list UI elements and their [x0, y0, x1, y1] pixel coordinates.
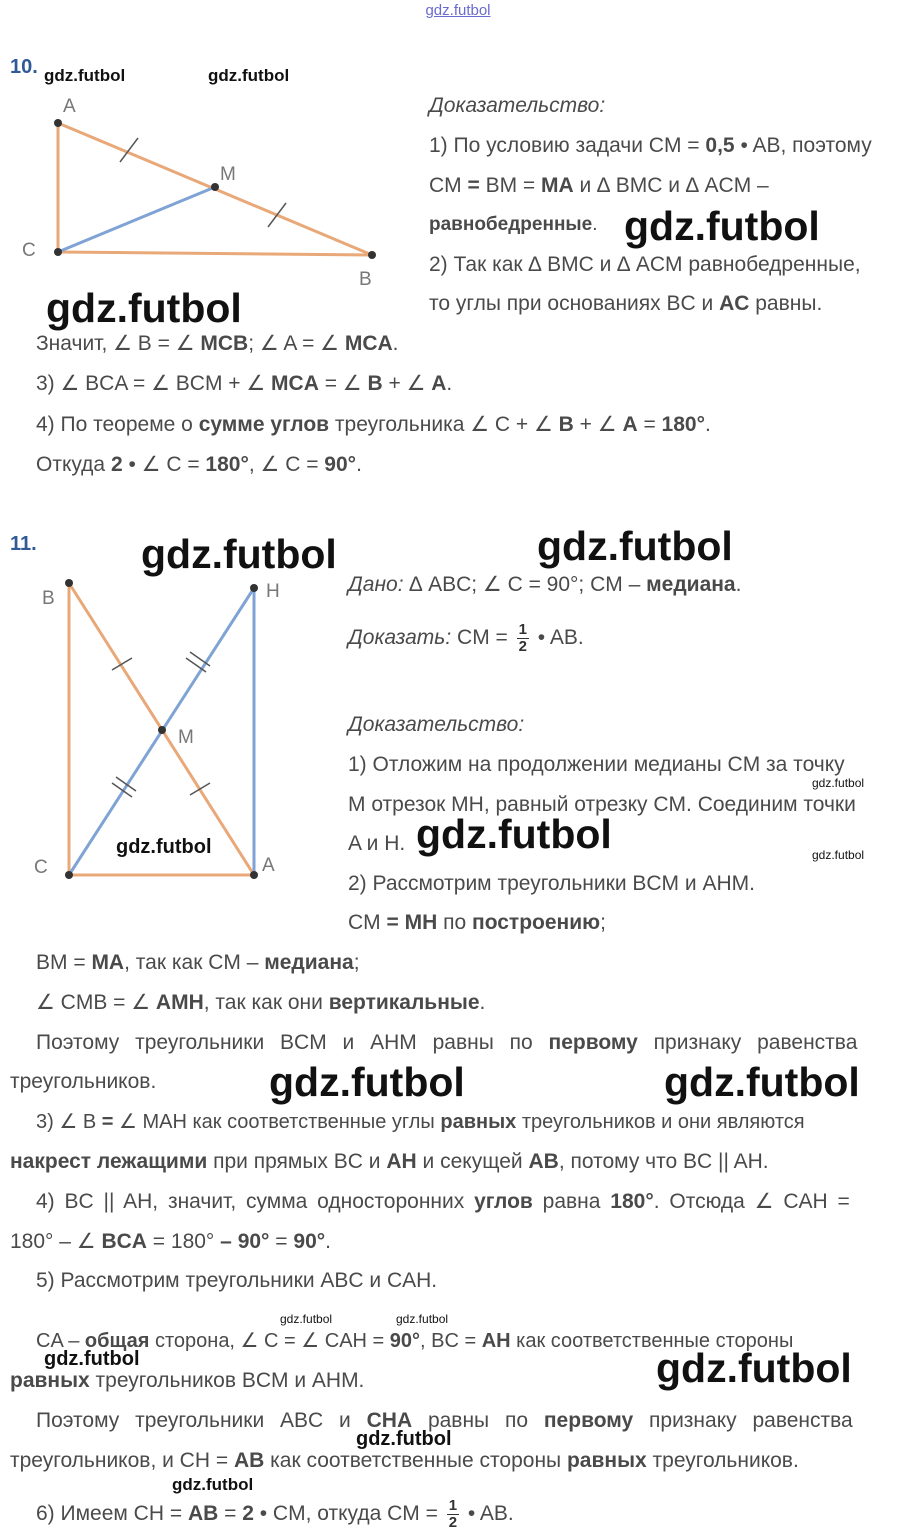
proof-line: 6) Имеем CH = AB = 2 • CM, откуда CM = $\frac{1}{2}$ • AB. — [36, 1497, 514, 1531]
proof-line: 5) Рассмотрим треугольники ABC и CAH. — [36, 1269, 438, 1292]
point-a — [250, 871, 258, 879]
label-m: M — [220, 164, 236, 185]
proof-line: 4) По теореме о сумме углов треугольника ∠ C + ∠ B + ∠ A = 180°. — [36, 413, 711, 436]
watermark: gdz.futbol — [664, 1059, 860, 1105]
proof-line: треугольников, и CH = AB как соответственные стороны равных треугольников. — [10, 1449, 799, 1472]
segment-cb — [58, 252, 372, 255]
fraction-half: $\frac{1}{2}$ — [518, 621, 527, 655]
watermark: gdz.futbol — [208, 66, 290, 85]
watermark: gdz.futbol — [280, 1312, 333, 1326]
watermark-top[interactable]: gdz.futbol — [425, 2, 491, 19]
point-c — [54, 248, 62, 256]
tick-mark — [190, 783, 210, 795]
segment-cm — [58, 187, 215, 252]
watermark: gdz.futbol — [141, 531, 337, 577]
label-b: B — [359, 269, 372, 290]
proof-line: 1) По условию задачи CM = 0,5 • AB, поэтому — [429, 134, 872, 157]
watermark: gdz.futbol — [624, 203, 820, 249]
proof-line: Значит, ∠ B = ∠ MCB; ∠ A = ∠ MCA. — [36, 332, 399, 355]
proof-line: CM = BM = MA и ∆ BMC и ∆ ACM – — [429, 174, 769, 197]
watermark: gdz.futbol — [656, 1345, 852, 1391]
proof-line: 2) Так как ∆ BMC и ∆ ACM равнобедренные, — [429, 253, 861, 276]
watermark: gdz.futbol — [44, 66, 126, 85]
proof-line: CM = MH по построению; — [348, 911, 606, 934]
proof-line: CA – общая сторона, ∠ C = ∠ CAH = 90°, BC = AH как соответственные стороны — [36, 1330, 794, 1352]
proof-line: 4) BC || AH, значит, сумма односторонних углов равна 180°. Отсюда ∠ CAH = — [36, 1190, 850, 1213]
watermark: gdz.futbol — [356, 1428, 452, 1450]
proof-line: ∠ CMB = ∠ AMH, так как они вертикальные. — [36, 991, 486, 1014]
watermark: gdz.futbol — [416, 811, 612, 857]
proof-line: накрест лежащими при прямых BC и AH и секущей AB, потому что BC || AH. — [10, 1150, 769, 1173]
watermark: gdz.futbol — [44, 1348, 140, 1370]
proof-heading: Доказательство: — [429, 94, 606, 117]
proof-line: BM = MA, так как CM – медиана; — [36, 951, 360, 974]
point-m — [211, 183, 219, 191]
proof-line: 1) Отложим на продолжении медианы CM за точку — [348, 753, 845, 776]
proof-line: треугольников. — [10, 1070, 157, 1093]
point-a — [54, 119, 62, 127]
proof-line: 180° – ∠ BCA = 180° – 90° = 90°. — [10, 1230, 331, 1253]
problem-10-number: 10. — [10, 56, 38, 78]
label-m: M — [178, 727, 194, 748]
proof-heading: Доказательство: — [348, 713, 525, 736]
watermark: gdz.futbol — [172, 1475, 254, 1494]
proof-line: 2) Рассмотрим треугольники BCM и AHM. — [348, 872, 755, 895]
proof-line: равных треугольников BCM и AHM. — [10, 1369, 365, 1392]
point-h — [250, 584, 258, 592]
proof-line: равнобедренные. — [429, 214, 598, 235]
proof-line: A и H. — [348, 832, 406, 855]
label-b: B — [42, 588, 55, 609]
point-m — [158, 726, 166, 734]
label-c: C — [34, 857, 48, 878]
proof-line: Откуда 2 • ∠ C = 180°, ∠ C = 90°. — [36, 453, 362, 476]
label-a: A — [63, 96, 76, 117]
problem-11-number: 11. — [10, 533, 37, 555]
watermark: gdz.futbol — [396, 1312, 449, 1326]
point-c — [65, 871, 73, 879]
proof-line: то углы при основаниях BC и AC равны. — [429, 292, 823, 315]
prove-line: Доказать: CM = $\frac{1}{2}$ • AB. — [348, 621, 584, 655]
label-a: A — [262, 855, 275, 876]
triangle-10-figure — [0, 80, 420, 295]
label-c: C — [22, 240, 36, 261]
watermark: gdz.futbol — [46, 285, 242, 331]
proof-line: 3) ∠ BCA = ∠ BCM + ∠ MCA = ∠ B + ∠ A. — [36, 372, 453, 395]
watermark: gdz.futbol — [269, 1059, 465, 1105]
watermark: gdz.futbol — [812, 848, 865, 862]
fraction-half: $\frac{1}{2}$ — [448, 1497, 458, 1531]
proof-line: M отрезок MH, равный отрезку CM. Соединим точки — [348, 793, 856, 816]
watermark: gdz.futbol — [537, 523, 733, 569]
proof-line: Поэтому треугольники ABC и CHA равны по первому признаку равенства — [36, 1409, 853, 1432]
point-b — [368, 251, 376, 259]
watermark: gdz.futbol — [116, 836, 212, 858]
proof-line: Поэтому треугольники BCM и AHM равны по первому признаку равенства — [36, 1031, 858, 1054]
point-b — [65, 579, 73, 587]
label-h: H — [266, 581, 280, 602]
watermark: gdz.futbol — [812, 776, 865, 790]
given-line: Дано: ∆ ABC; ∠ C = 90°; CM – медиана. — [348, 573, 742, 596]
proof-line: 3) ∠ B = ∠ MAH как соответственные углы равных треугольников и они являются — [36, 1111, 805, 1133]
tick-mark — [268, 203, 286, 227]
